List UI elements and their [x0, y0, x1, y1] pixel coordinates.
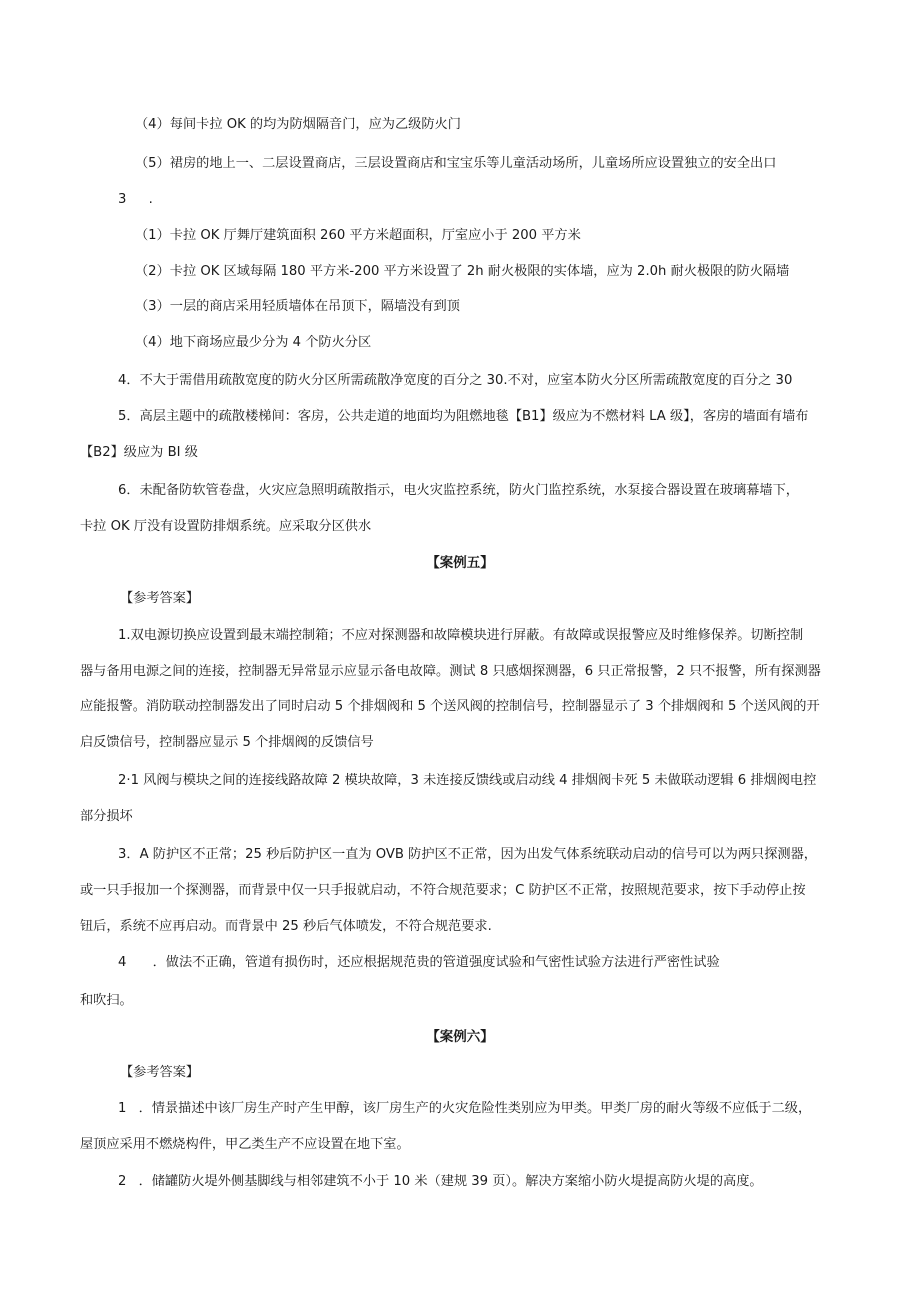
case-6-answer-2-number: 2 [118, 1174, 127, 1189]
case-5-answer-2-line-1: 2·1 风阀与模块之间的连接线路故障 2 模块故障，3 未连接反馈线或启动线 4 排烟阀卡死 5 未做联动逻辑 6 排烟阀电控 [118, 773, 817, 788]
item-4-soundproof-door: （4）每间卡拉 OK 的均为防烟隔音门，应为乙级防火门 [135, 117, 461, 132]
case-5-reference-label: 【参考答案】 [120, 591, 200, 606]
section-3-item-2: （2）卡拉 OK 区域每隔 180 平方米-200 平方米设置了 2h 耐火极限的实体墙，应为 2.0h 耐火极限的防火隔墙 [135, 264, 790, 279]
item-5-children-area-exit: （5）裙房的地上一、二层设置商店，三层设置商店和宝宝乐等儿童活动场所，儿童场所应设置独立的安全出口 [135, 156, 777, 171]
case-5-answer-4-number: 4 [118, 955, 127, 970]
case-6-answer-1-line-2: 屋顶应采用不燃烧构件，甲乙类生产不应设置在地下室。 [80, 1137, 410, 1152]
section-3-dot: . [148, 192, 153, 207]
section-3-item-4: （4）地下商场应最少分为 4 个防火分区 [135, 335, 372, 350]
section-5-line-a: 5．高层主题中的疏散楼梯间：客房，公共走道的地面均为阻燃地毯【B1】级应为不燃材料 LA 级】，客房的墙面有墙布 [118, 409, 809, 424]
case-6-answer-2-text: ．储罐防火堤外侧基脚线与相邻建筑不小于 10 米（建规 39 页）。解决方案缩小防火堤提高防火堤的高度。 [138, 1174, 763, 1189]
case-5-answer-3-line-3: 钮后，系统不应再启动。而背景中 25 秒后气体喷发，不符合规范要求. [80, 919, 492, 934]
case-6-answer-1-line-1 [118, 1099, 811, 1119]
section-6-line-a: 6．未配备防软管卷盘，火灾应急照明疏散指示，电火灾监控系统，防火门监控系统，水泵接合器设置在玻璃幕墙下， [118, 483, 799, 498]
case-5-answer-4-text: ．做法不正确，管道有损伤时，还应根据规范贵的管道强度试验和气密性试验方法进行严密性试验 [152, 955, 720, 970]
section-3-number: 3 [118, 192, 127, 207]
case-6-answer-1-text: ．情景描述中该厂房生产时产生甲醇，该厂房生产的火灾危险性类别应为甲类。甲类厂房的耐火等级不应低于二级， [138, 1101, 812, 1116]
case-5-answer-1-line-4: 启反馈信号，控制器应显示 5 个排烟阀的反馈信号 [80, 735, 374, 750]
case-5-answer-3-line-1: 3．A 防护区不正常；25 秒后防护区一直为 OVB 防护区不正常，因为出发气体系统联动启动的信号可以为两只探测器， [118, 847, 817, 862]
section-6-line-b: 卡拉 OK 厅没有设置防排烟系统。应采取分区供水 [80, 519, 372, 534]
case-5-answer-1-line-2: 器与备用电源之间的连接，控制器无异常显示应显示备电故障。测试 8 只感烟探测器，6 只正常报警，2 只不报警，所有探测器 [80, 664, 821, 679]
section-3-marker [118, 190, 153, 210]
case-5-answer-1-line-1: 1.双电源切换应设置到最末端控制箱；不应对探测器和故障模块进行屏蔽。有故障或误报警应及时维修保养。切断控制 [118, 628, 804, 643]
case-6-answer-1-number: 1 [118, 1101, 127, 1116]
section-4-line: 4．不大于需借用疏散宽度的防火分区所需疏散净宽度的百分之 30.不对，应室本防火分区所需疏散宽度的百分之 30 [118, 373, 793, 388]
case-5-answer-1-line-3: 应能报警。消防联动控制器发出了同时启动 5 个排烟阀和 5 个送风阀的控制信号，控制器显示了 3 个排烟阀和 5 个送风阀的开 [80, 699, 820, 714]
case-5-answer-3-line-2: 或一只手报加一个探测器，而背景中仅一只手报就启动，不符合规范要求；C 防护区不正常，按照规范要求，按下手动停止按 [80, 883, 806, 898]
section-5-line-b: 【B2】级应为 BI 级 [80, 445, 198, 460]
case-5-answer-4-line-2: 和吹扫。 [80, 993, 133, 1008]
case-6-heading: 【案例六】 [426, 1029, 494, 1045]
section-3-item-3: （3）一层的商店采用轻质墙体在吊顶下，隔墙没有到顶 [135, 299, 460, 314]
case-5-heading: 【案例五】 [426, 555, 494, 571]
case-6-reference-label: 【参考答案】 [120, 1065, 200, 1080]
case-5-answer-2-line-2: 部分损坏 [80, 809, 133, 824]
case-6-answer-2-line-1 [118, 1172, 763, 1192]
case-5-answer-4-line-1 [118, 953, 720, 973]
section-3-item-1: （1）卡拉 OK 厅舞厅建筑面积 260 平方米超面积，厅室应小于 200 平方米 [135, 228, 581, 243]
